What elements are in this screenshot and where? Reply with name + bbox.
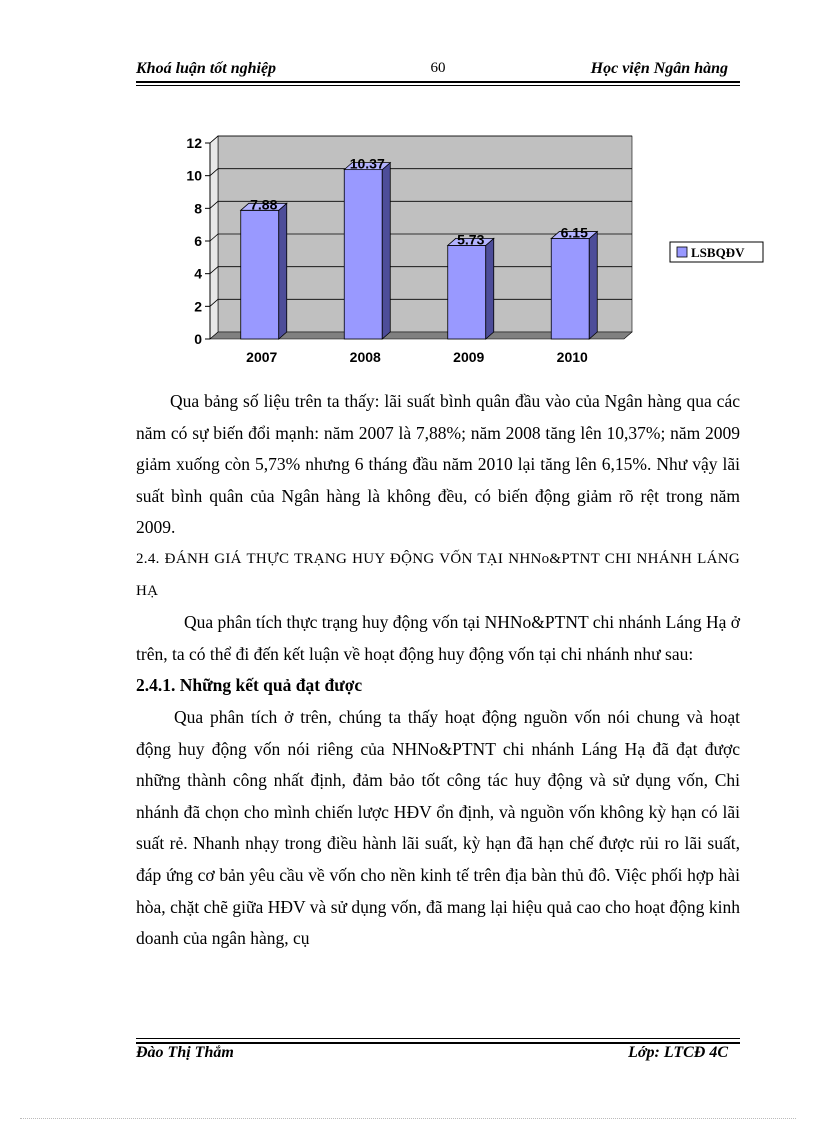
x-tick-label: 2008 xyxy=(349,349,381,365)
y-tick-label: 2 xyxy=(194,298,202,315)
page-footer xyxy=(136,1044,740,1066)
footer-rule-thin xyxy=(136,1038,740,1039)
header-rule-thin xyxy=(136,85,740,86)
data-label: 10.37 xyxy=(349,155,385,172)
paragraph-interest-analysis: Qua bảng số liệu trên ta thấy: lãi suất bình quân đầu vào của Ngân hàng qua các năm có sự biến đổi mạnh: năm 2007 là 7,88%; năm 2008 tăng lên 10,37%; năm 2009 giảm xuống còn 5,73% nhưng 6 tháng đầu năm 2010 lại tăng lên 6,15%. Như vậy lãi suất bình quân của Ngân hàng là không đều, có biến động giảm rõ rệt trong năm 2009. xyxy=(136,391,740,538)
bar-side xyxy=(486,238,494,339)
bar xyxy=(344,170,382,339)
x-tick-label: 2007 xyxy=(246,349,278,365)
paragraph-achievements: Qua phân tích ở trên, chúng ta thấy hoạt động nguồn vốn nói chung và hoạt động huy động vốn nói riêng của NHNo&PTNT chi nhánh Láng Hạ đã đạt được những thành công nhất định, đảm bảo tốt công tác huy động và sử dụng vốn, Chi nhánh đã chọn cho mình chiến lược HĐV ổn định, và nguồn vốn không kỳ hạn có lãi suất rẻ. Nhanh nhạy trong điều hành lãi suất, kỳ hạn đã hạn chế được rủi ro lãi suất, đáp ứng cơ bản yêu cầu về vốn cho nền kinh tế trên địa bàn thủ đô. Việc phối hợp hài hòa, chặt chẽ giữa HĐV và sử dụng vốn, đã mang lại hiệu quả cao cho hoạt động kinh doanh của ngân hàng, cụ xyxy=(136,706,740,949)
header-rule-thick xyxy=(136,81,740,83)
data-label: 7.88 xyxy=(250,196,278,213)
legend-label: LSBQĐV xyxy=(691,245,745,260)
body-text xyxy=(136,386,740,955)
header-institution: Học viện Ngân hàng xyxy=(590,60,728,77)
data-label: 5.73 xyxy=(457,231,485,248)
y-tick-label: 0 xyxy=(194,331,202,347)
page-number: 60 xyxy=(430,60,446,76)
page-edge-line xyxy=(20,1118,796,1119)
bar xyxy=(241,210,279,339)
x-tick-label: 2009 xyxy=(453,349,485,365)
bar-side xyxy=(279,203,287,339)
header-thesis-label: Khoá luận tốt nghiệp xyxy=(136,60,277,77)
legend-swatch xyxy=(677,247,687,257)
y-tick-label: 12 xyxy=(186,135,202,151)
subsection-heading: 2.4.1. Những kết quả đạt được xyxy=(136,675,363,696)
data-label: 6.15 xyxy=(560,224,588,241)
page-header xyxy=(136,60,740,82)
paragraph-conclusion-intro: Qua phân tích thực trạng huy động vốn tại NHNo&PTNT chi nhánh Láng Hạ ở trên, ta có thể đi đến kết luận về hoạt động huy động vốn tại chi nhánh như sau: xyxy=(136,612,740,664)
bar-chart xyxy=(170,130,770,370)
y-tick-label: 8 xyxy=(194,200,202,217)
y-tick-label: 10 xyxy=(186,167,202,184)
bar xyxy=(551,239,589,339)
bar-side xyxy=(382,163,390,339)
bar-side xyxy=(589,232,597,339)
section-heading: 2.4. ĐÁNH GIÁ THỰC TRẠNG HUY ĐỘNG VỐN TẠI NHNo&PTNT CHI NHÁNH LÁNG HẠ xyxy=(136,550,740,599)
x-tick-label: 2010 xyxy=(556,349,588,365)
footer-class: Lớp: LTCĐ 4C xyxy=(628,1044,728,1061)
footer-author: Đào Thị Thắm xyxy=(136,1044,234,1061)
y-tick-label: 4 xyxy=(194,265,202,282)
bar xyxy=(448,245,486,339)
y-tick-label: 6 xyxy=(194,233,202,249)
